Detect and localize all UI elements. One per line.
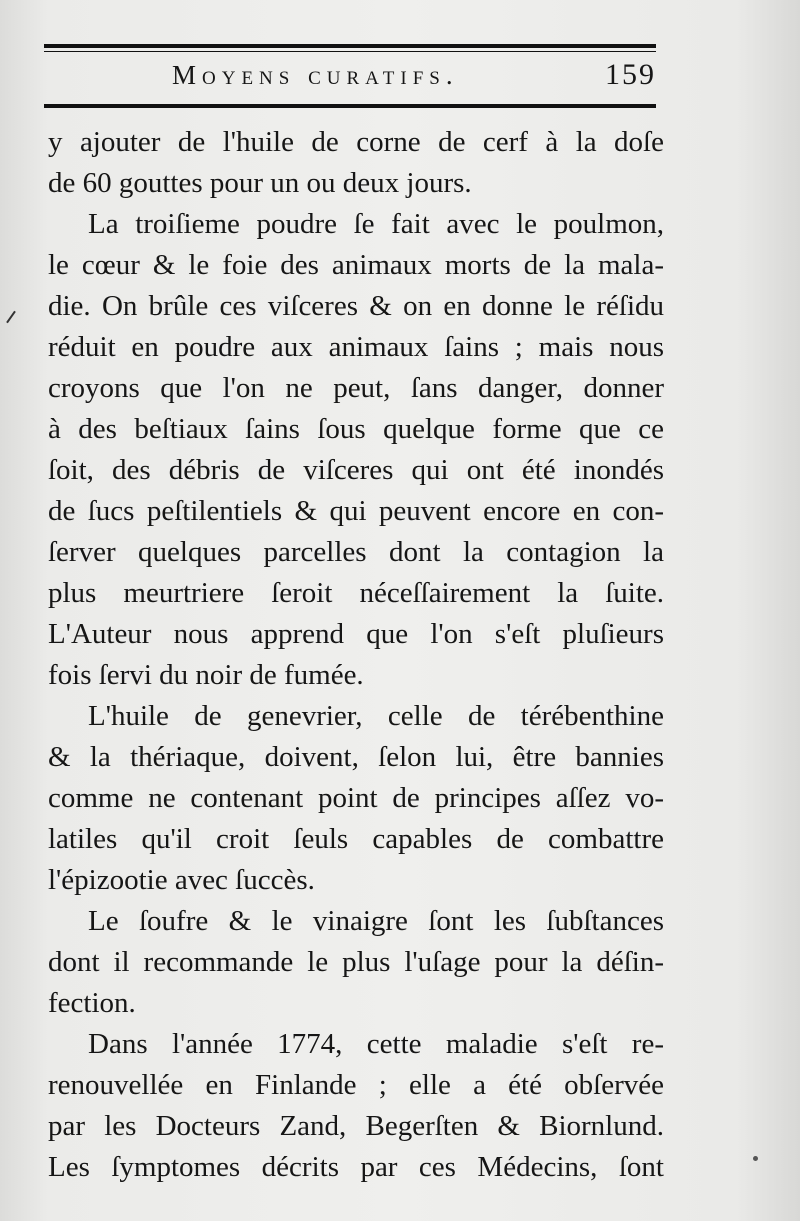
text-line: y ajouter de l'huile de corne de cerf à la doſe (48, 126, 664, 158)
text-line: & la thériaque, doivent, ſelon lui, être bannies (48, 741, 664, 773)
text-line: L'Auteur nous apprend que l'on s'eſt pluſieurs (48, 618, 664, 650)
text-line: réduit en poudre aux animaux ſains ; mais nous (48, 331, 664, 363)
text-line: par les Docteurs Zand, Begerſten & Biornlund. (48, 1110, 664, 1142)
text-line: le cœur & le foie des animaux morts de la mala- (48, 249, 664, 281)
text-line: fection. (48, 987, 136, 1019)
text-line: dont il recommande le plus l'uſage pour la déſin- (48, 946, 664, 978)
page-number: 159 (605, 58, 656, 91)
paper-speck (753, 1156, 758, 1161)
text-line: à des beſtiaux ſains ſous quelque forme que ce (48, 413, 664, 445)
text-line: l'épizootie avec ſuccès. (48, 864, 315, 896)
text-line: ſerver quelques parcelles dont la contagion la (48, 536, 664, 568)
text-line: renouvellée en Finlande ; elle a été obſervée (48, 1069, 664, 1101)
body-text (48, 122, 664, 1188)
text-line: ſoit, des débris de viſceres qui ont été inondés (48, 454, 664, 486)
text-line: L'huile de genevrier, celle de térébenthine (88, 700, 664, 732)
text-line: de 60 gouttes pour un ou deux jours. (48, 167, 472, 199)
header-rule-thin (44, 51, 656, 52)
text-line: latiles qu'il croit ſeuls capables de combattre (48, 823, 664, 855)
text-line: comme ne contenant point de principes aſſez vo- (48, 782, 664, 814)
text-line: plus meurtriere ſeroit néceſſairement la ſuite. (48, 577, 664, 609)
header-rule-top (44, 44, 656, 48)
margin-pen-mark (6, 311, 16, 324)
text-line: Le ſoufre & le vinaigre ſont les ſubſtances (88, 905, 664, 937)
text-line: Les ſymptomes décrits par ces Médecins, ſont (48, 1151, 664, 1183)
text-line: de ſucs peſtilentiels & qui peuvent encore en con- (48, 495, 664, 527)
text-line: die. On brûle ces viſceres & on en donne le réſidu (48, 290, 664, 322)
text-line: Dans l'année 1774, cette maladie s'eſt re- (88, 1028, 664, 1060)
text-line: fois ſervi du noir de fumée. (48, 659, 364, 691)
running-title: Moyens curatifs. (172, 60, 459, 90)
text-line: La troiſieme poudre ſe fait avec le poulmon, (88, 208, 664, 240)
header-rule-bottom (44, 104, 656, 108)
text-line: croyons que l'on ne peut, ſans danger, donner (48, 372, 664, 404)
running-header (44, 56, 656, 100)
